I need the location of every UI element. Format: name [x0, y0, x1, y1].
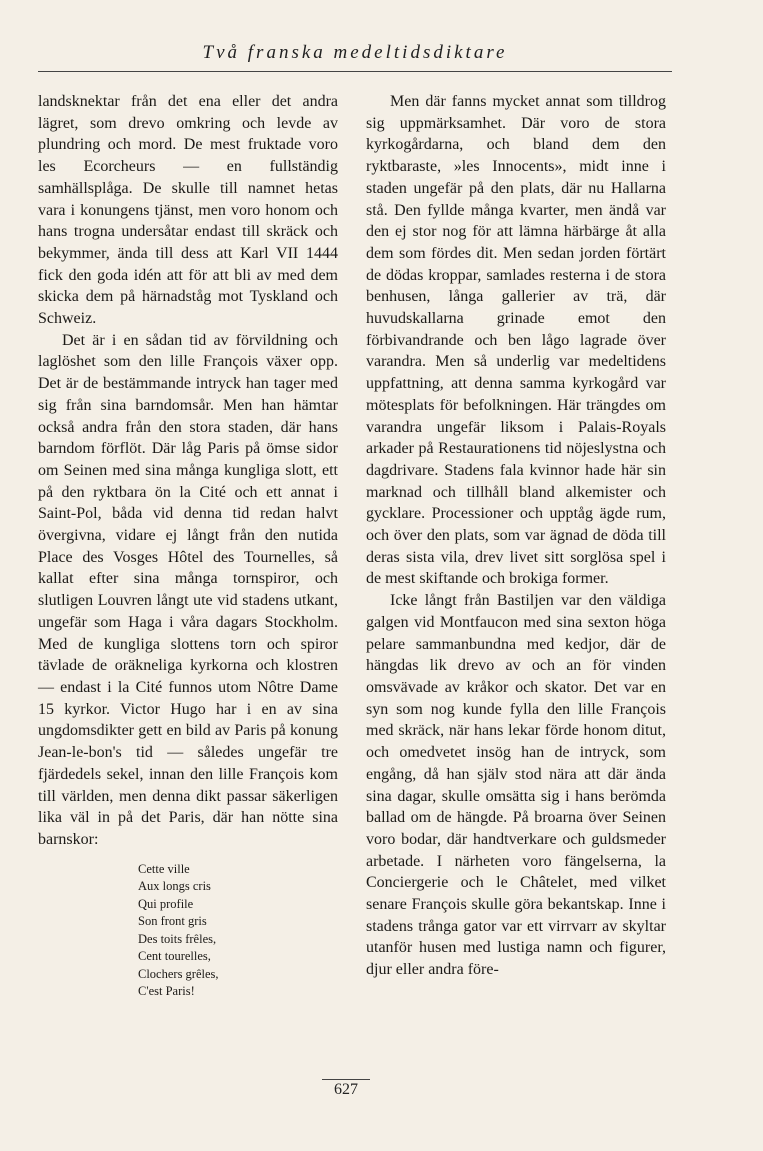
poem-line: Des toits frêles,: [138, 931, 217, 946]
paragraph: landsknektar från det ena eller det andra lägret, som drevo omkring och levde av plundring och mord. De mest fruktade voro les Ecorcheurs — en fullständig samhällsplåga. De skulle till namnet hetas vara i konungens tjänst, men voro honom och hans trogna undersåtar endast till skräck och bekymmer, ända till dess att Karl VII 1444 fick den goda idén att för att bli av med dem skicka dem på härnadståg mot Tyskland och Schweiz.: [38, 93, 338, 328]
poem-line: Cette ville: [138, 861, 190, 876]
poem-line: Aux longs cris: [138, 879, 211, 894]
poem-line: Clochers grêles,: [138, 966, 219, 981]
running-head: Två franska medeltidsdiktare: [202, 42, 508, 63]
right-column: [366, 91, 666, 981]
paragraph: Icke långt från Bastiljen var den väldiga galgen vid Montfaucon med sina sexton höga pelare sammanbundna med kedjor, där de hängdas lik drevo av och an för vinden omsvävade av kråkor och skator. Det var en syn som nog kunde fylla den lille François med skräck, när hans lekar förde honom ditut, och omedvetet insög han de intryck, som engång, då han själv stod nära att där ända sina dagar, skulle omsätta sig i hans berömda ballad om de hängde. På broarna över Seinen voro bodar, där handtverkare och guldsmeder arbetade. I närheten voro fängelserna, la Conciergerie och le Châtelet, med vilket senare François skulle göra bekantskap. Inne i stadens trånga gator var ett virrvarr av skyltar utanför husen med lustiga namn och figurer, djur eller andra före-: [366, 592, 666, 979]
paragraph: Det är i en sådan tid av förvildning och laglöshet som den lille François växer opp. Det är de bestämmande intryck han tager med sig från sina barndomsår. Men han hämtar också andra från den stora staden, där hans barndom förflöt. Där låg Paris på ömse sidor om Seinen med sina många kungliga slott, ett på den ryktbara ön la Cité och ett annat i Saint-Pol, båda vid denna tid redan halvt övergivna, vidare ej långt från den nutida Place des Vosges Hôtel des Tournelles, så kallat efter sina många tornspiror, och slutligen Louvren långt ute vid stadens utkant, ungefär som Haga i våra dagars Stockholm. Med de kungliga slottens torn och spiror tävlade de oräkneliga kyrkorna och klostren — endast i la Cité funnos utom Nôtre Dame 15 kyrkor. Victor Hugo har i en av sina ungdomsdikter gett en bild av Paris på konung Jean-le-bon's tid — således ungefär tre fjärdedels sekel, innan den lille François kom till världen, men denna dikt passar säkerligen lika väl in på det Paris, där han nötte sina barnskor:: [38, 331, 338, 848]
footer-rule: [322, 1079, 370, 1080]
header-rule: [38, 71, 672, 72]
poem-line: Cent tourelles,: [138, 949, 211, 964]
left-column: [38, 91, 338, 1001]
paragraph: Men där fanns mycket annat som tilldrog sig uppmärksamhet. Där voro de stora kyrkogårdarna, och bland dem den ryktbaraste, »les Innocents», midt inne i staden ungefär på den plats, där nu Hallarna stå. Den fyllde många kvarter, men ändå var den ej stor nog för att lämna härbärge åt alla dem som fördes dit. Men sedan jorden förtärt de dödas kroppar, samlades resterna i de stora benhusen, långa gallerier av trä, där huvudskallarna grinade emot den förbivandrande och ben lågo lagrade över varandra. Men så underlig var medeltidens uppfattning, att denna samma kyrkogård var mötesplats för befolkningen. Här trängdes om varandra ungefär liksom i Palais-Royals arkader på Restaurationens tid nöjeslystna och dagdrivare. Stadens fala kvinnor hade här sin marknad och tillhåll bland alkemister och gycklare. Processioner och upptåg ägde rum, och över den plats, som var ägnad de döda till deras sista vila, drev livet sitt sorglösa spel i de mest skiftande och brokiga former.: [366, 93, 666, 588]
poem-line: Son front gris: [138, 914, 207, 929]
poem-line: Qui profile: [138, 896, 194, 911]
poem-line: C'est Paris!: [138, 984, 195, 999]
poem-quote: [138, 861, 338, 1001]
page-number: 627: [334, 1081, 358, 1098]
